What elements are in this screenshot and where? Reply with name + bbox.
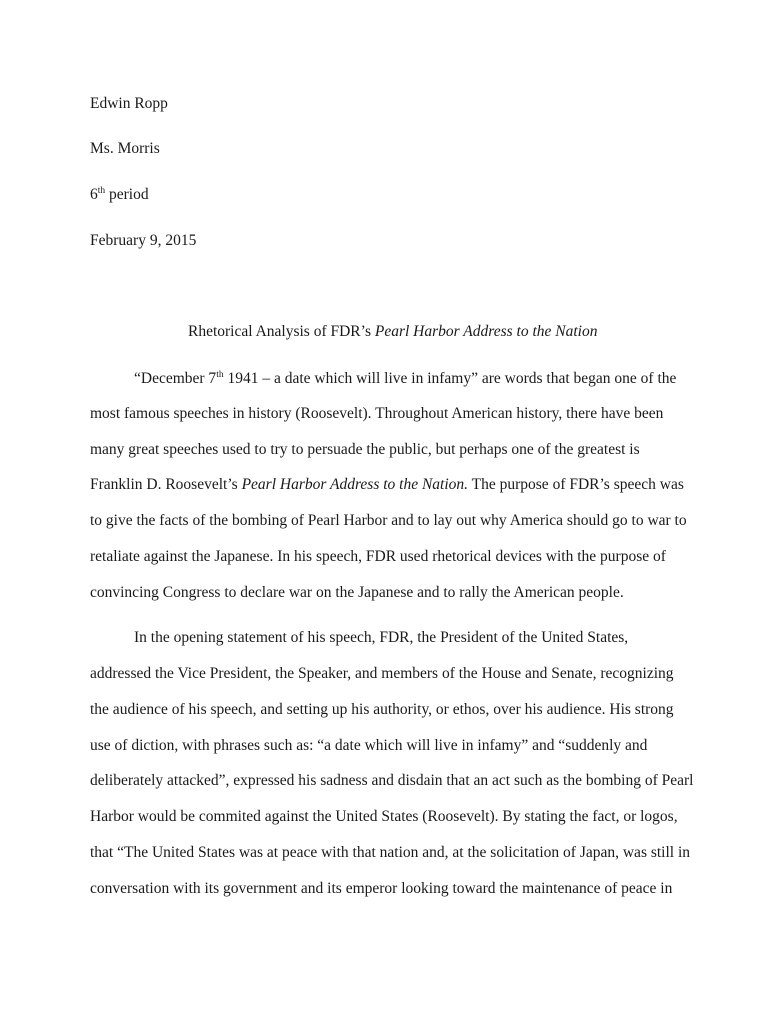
- paragraph-1-line-2: most famous speeches in history (Roosevelt). Throughout American history, there have been: [90, 405, 664, 422]
- paragraph-2-line-3: the audience of his speech, and setting up his authority, or ethos, over his audience. His strong: [90, 701, 674, 718]
- paragraph-2-line-8: conversation with its government and its emperor looking toward the maintenance of peace in: [90, 880, 673, 897]
- title-italic: Pearl Harbor Address to the Nation: [374, 323, 598, 340]
- period-number: 6: [90, 186, 98, 203]
- p1-line1-end: 1941 – a date which will live in infamy” are words that began one of the: [223, 370, 677, 387]
- p1-line4-start: Franklin D. Roosevelt’s: [90, 476, 242, 493]
- paragraph-1-line-6: retaliate against the Japanese. In his speech, FDR used rhetorical devices with the purpose of: [90, 548, 666, 565]
- paragraph-1-line-5: to give the facts of the bombing of Pearl Harbor and to lay out why America should go to war to: [90, 512, 687, 529]
- paragraph-2-line-5: deliberately attacked”, expressed his sadness and disdain that an act such as the bombing of Pearl: [90, 772, 694, 789]
- paragraph-2-line-4: use of diction, with phrases such as: “a date which will live in infamy” and “suddenly and: [90, 737, 648, 754]
- paragraph-1-line-1: [134, 369, 676, 389]
- author-name: Edwin Ropp: [90, 95, 168, 112]
- p1-line1-superscript: th: [216, 370, 224, 380]
- paragraph-2-line-1: In the opening statement of his speech, FDR, the President of the United States,: [134, 629, 629, 646]
- essay-date: February 9, 2015: [90, 232, 197, 249]
- period-superscript: th: [97, 186, 106, 196]
- paragraph-1-line-3: many great speeches used to try to persuade the public, but perhaps one of the greatest is: [90, 441, 640, 458]
- p1-line4-italic: Pearl Harbor Address to the Nation.: [241, 476, 469, 493]
- title-plain: Rhetorical Analysis of FDR’s: [188, 323, 375, 340]
- paragraph-2-line-7: that “The United States was at peace with that nation and, at the solicitation of Japan, was still in: [90, 844, 691, 861]
- teacher-name: Ms. Morris: [90, 140, 160, 157]
- p1-line1-start: “December 7: [134, 370, 217, 387]
- p1-line4-end: The purpose of FDR’s speech was: [468, 476, 684, 493]
- paragraph-2-line-2: addressed the Vice President, the Speaker, and members of the House and Senate, recognizing: [90, 665, 674, 682]
- essay-title: [188, 322, 597, 342]
- paragraph-1-line-4: [90, 475, 684, 495]
- paragraph-1-line-7: convincing Congress to declare war on the Japanese and to rally the American people.: [90, 584, 624, 601]
- paragraph-2-line-6: Harbor would be commited against the United States (Roosevelt). By stating the fact, or logos,: [90, 808, 678, 825]
- class-period: [90, 185, 149, 205]
- period-label: period: [105, 186, 149, 203]
